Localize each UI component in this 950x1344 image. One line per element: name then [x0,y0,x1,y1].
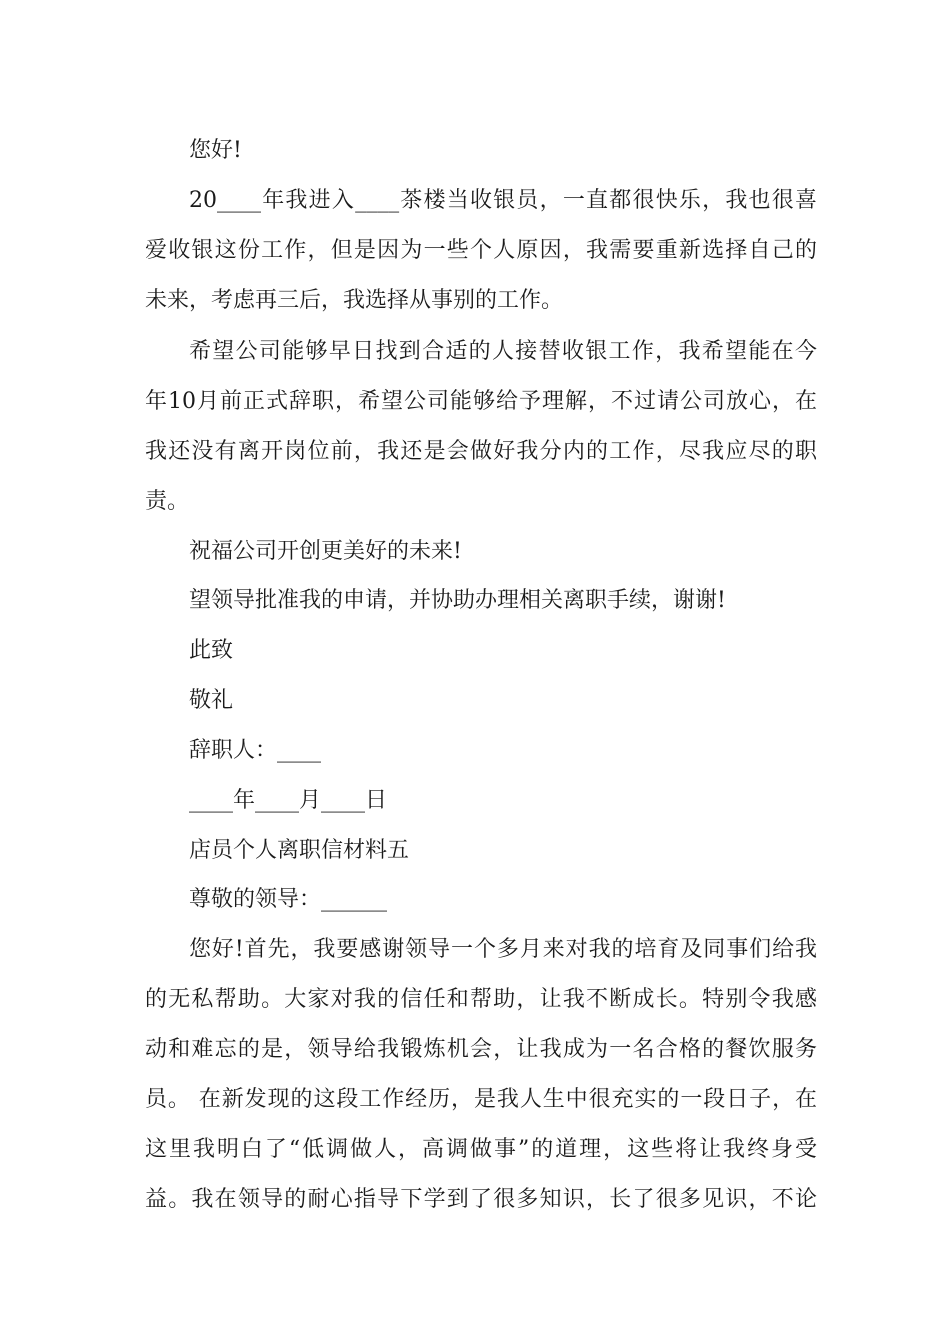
request-line: 望领导批准我的申请，并协助办理相关离职手续，谢谢! [189,588,726,613]
date-line: ____年____月____日 [189,788,388,813]
paragraph-2-line-1: 希望公司能够早日找到合适的人接替收银工作，我希望能在今 [189,339,817,364]
paragraph-2-line-3: 我还没有离开岗位前，我还是会做好我分内的工作，尽我应尽的职 [145,439,817,464]
paragraph-2-line-2: 年10月前正式辞职，希望公司能够给予理解，不过请公司放心，在 [145,389,817,414]
paragraph-3-line-5: 这里我明白了“低调做人，高调做事”的道理，这些将让我终身受 [145,1137,817,1162]
paragraph-1-line-2: 爱收银这份工作，但是因为一些个人原因，我需要重新选择自己的 [145,238,817,263]
signature-line: 辞职人：____ [189,738,322,763]
paragraph-3-line-4: 员。 在新发现的这段工作经历，是我人生中很充实的一段日子，在 [145,1087,817,1112]
paragraph-3-line-3: 动和难忘的是，领导给我锻炼机会，让我成为一名合格的餐饮服务 [145,1037,817,1062]
addressee-line: 尊敬的领导：______ [189,887,388,912]
wish-line: 祝福公司开创更美好的未来! [189,539,462,564]
paragraph-1-line-1: 20____年我进入____茶楼当收银员，一直都很快乐，我也很喜 [189,188,817,213]
paragraph-3-line-1: 您好!首先，我要感谢领导一个多月来对我的培育及同事们给我 [189,937,817,962]
paragraph-3-line-6: 益。我在领导的耐心指导下学到了很多知识，长了很多见识，不论 [145,1187,817,1212]
paragraph-3-line-2: 的无私帮助。大家对我的信任和帮助，让我不断成长。特别令我感 [145,987,817,1012]
closing-line: 此致 [189,638,234,663]
salutation-line: 敬礼 [189,688,234,713]
paragraph-2-line-4: 责。 [145,489,190,514]
paragraph-1-line-3: 未来，考虑再三后，我选择从事别的工作。 [145,288,564,313]
greeting-line: 您好! [189,138,242,163]
section-heading: 店员个人离职信材料五 [189,838,410,863]
